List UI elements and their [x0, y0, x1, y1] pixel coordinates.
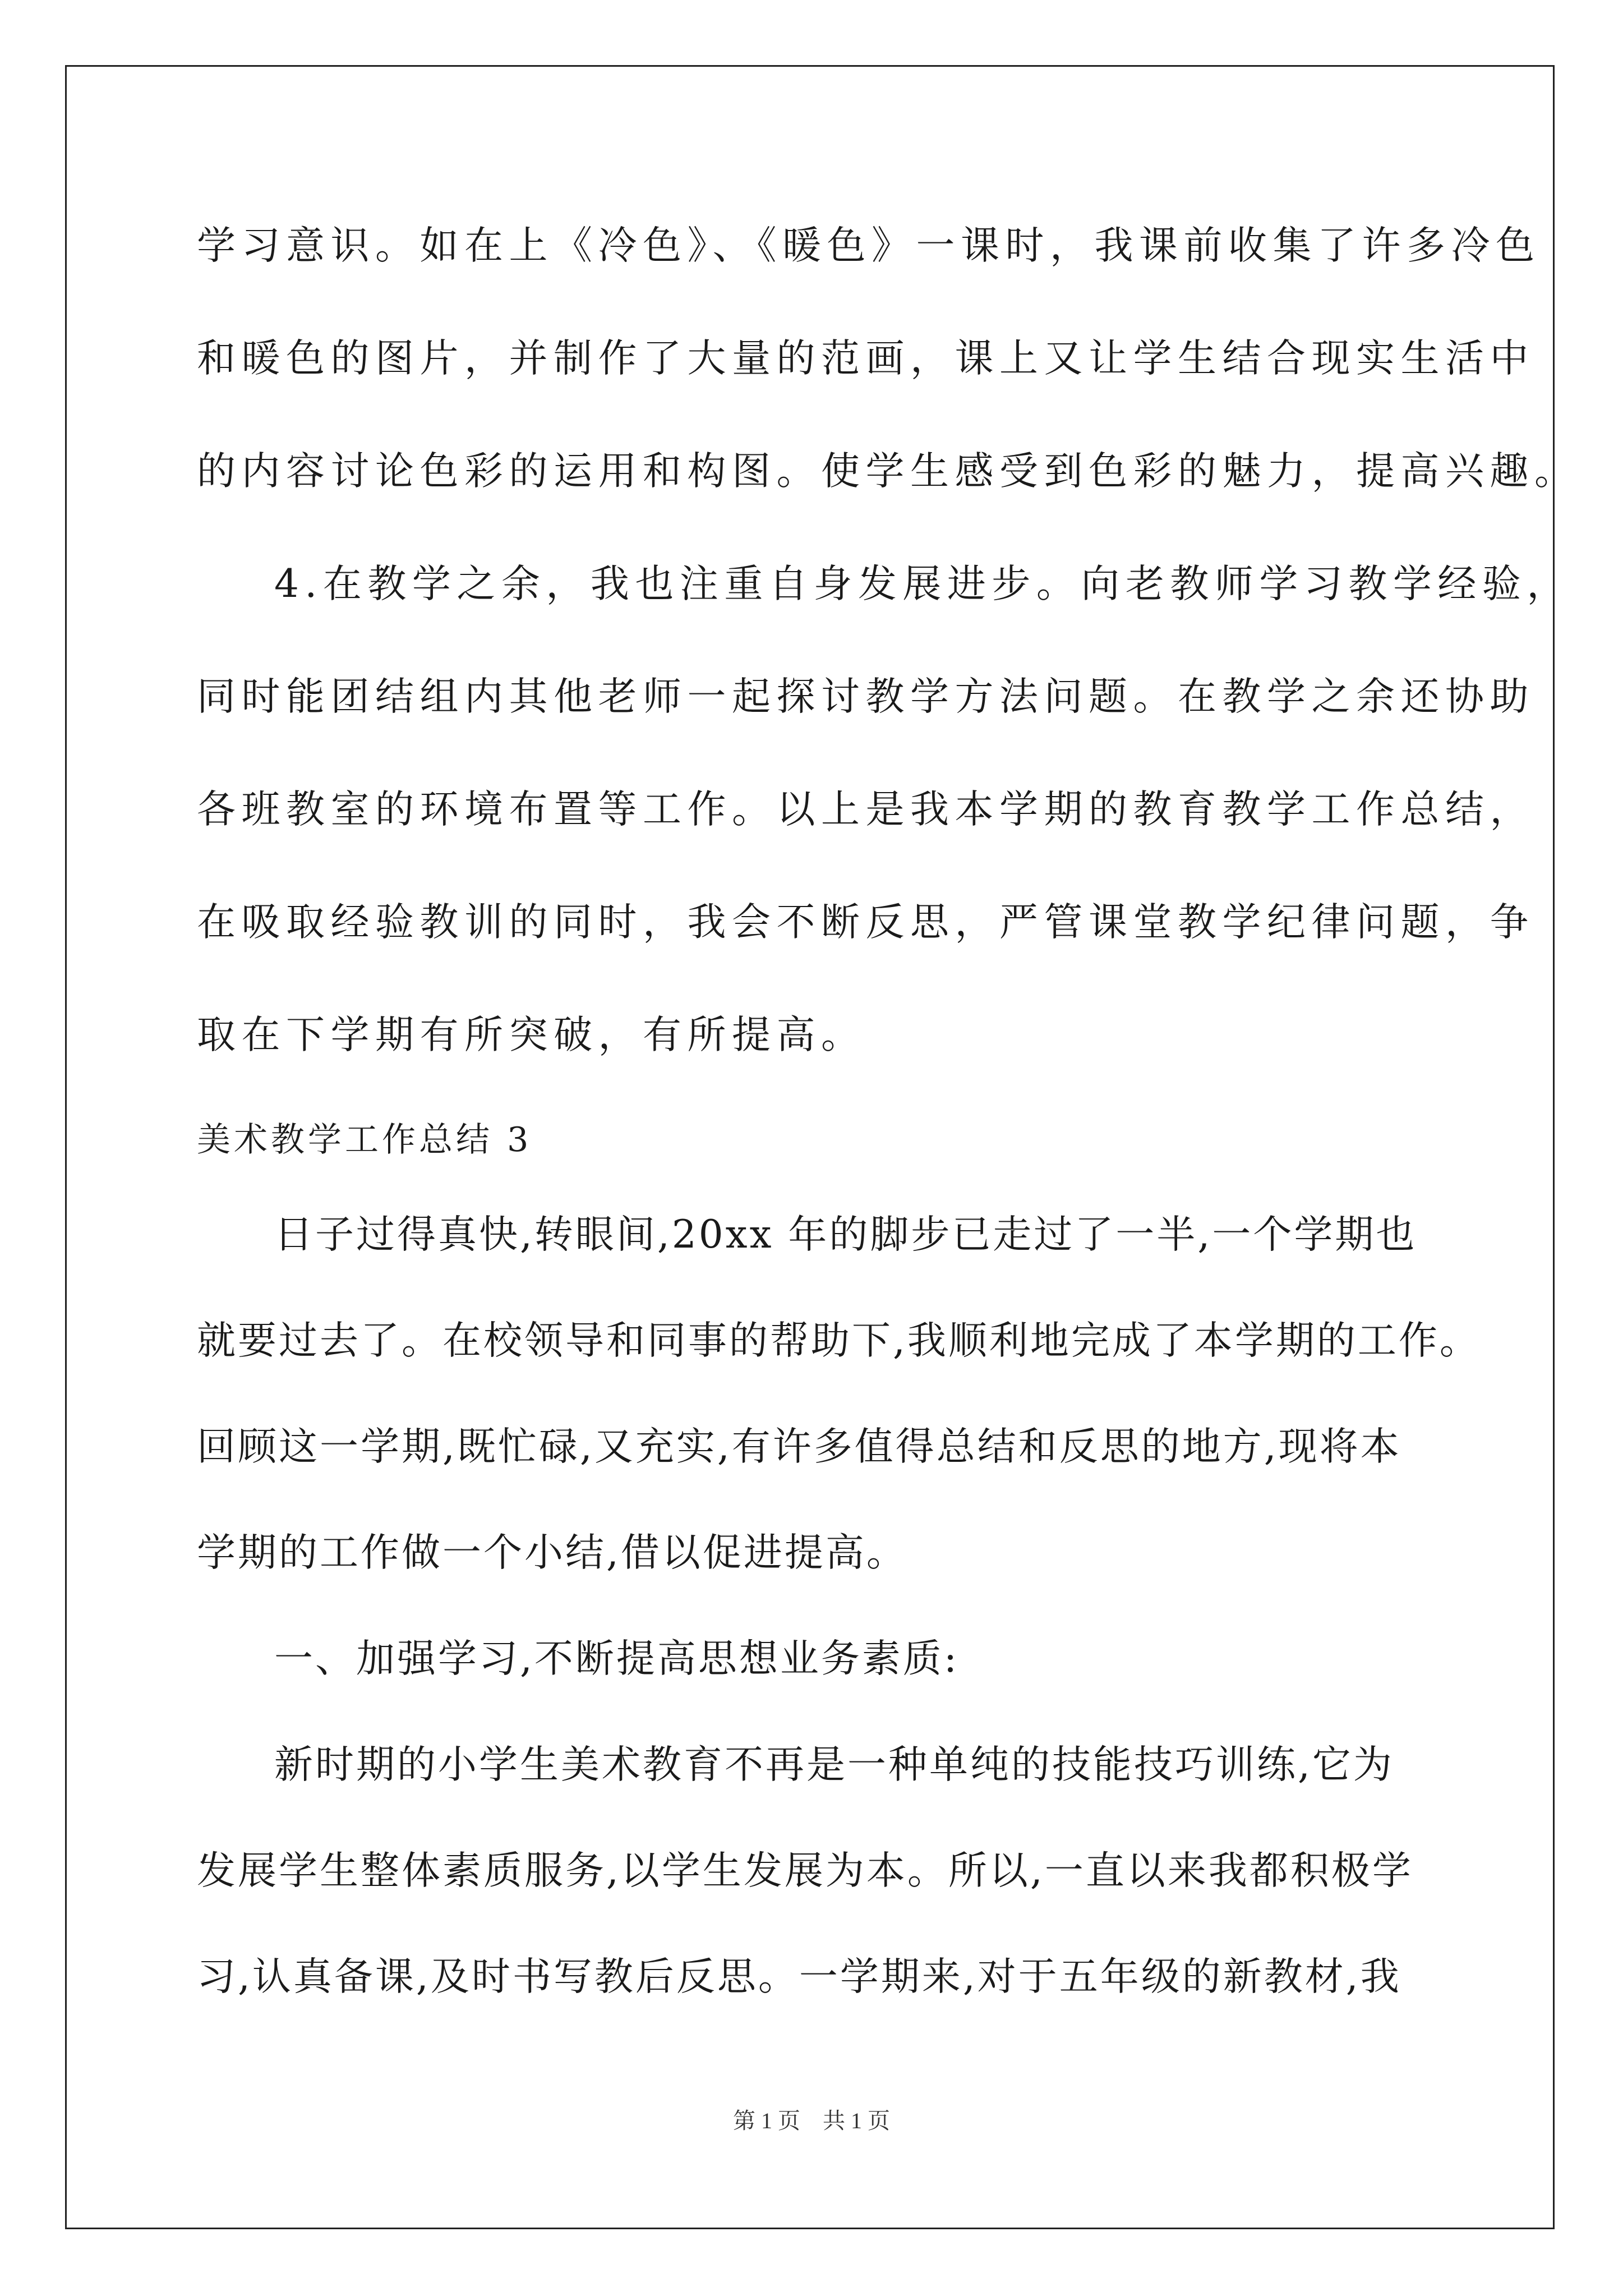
paragraph-line: 就要过去了。在校领导和同事的帮助下,我顺利地完成了本学期的工作。: [197, 1318, 1481, 1363]
paragraph-line: 4.在教学之余，我也注重自身发展进步。向老教师学习教学经验，: [274, 562, 1571, 606]
paragraph-line: 习,认真备课,及时书写教后反思。一学期来,对于五年级的新教材,我: [197, 1954, 1401, 1999]
paragraph-line: 新时期的小学生美术教育不再是一种单纯的技能技巧训练,它为: [274, 1742, 1394, 1787]
paragraph-line: 日子过得真快,转眼间,20xx 年的脚步已走过了一半,一个学期也: [274, 1212, 1417, 1257]
paragraph-line: 在吸取经验教训的同时，我会不断反思，严管课堂教学纪律问题，争: [197, 900, 1534, 945]
section-heading: 一、加强学习,不断提高思想业务素质:: [274, 1636, 960, 1681]
paragraph-line: 发展学生整体素质服务,以学生发展为本。所以,一直以来我都积极学: [197, 1848, 1413, 1893]
paragraph-line: 的内容讨论色彩的运用和构图。使学生感受到色彩的魅力，提高兴趣。: [197, 449, 1579, 494]
paragraph-line: 取在下学期有所突破，有所提高。: [197, 1013, 866, 1057]
paragraph-line: 同时能团结组内其他老师一起探讨教学方法问题。在教学之余还协助: [197, 674, 1534, 719]
page-footer: 第 1 页 共 1 页: [733, 2108, 890, 2133]
paragraph-line: 各班教室的环境布置等工作。以上是我本学期的教育教学工作总结，: [197, 787, 1534, 832]
section-title: 美术教学工作总结 3: [197, 1120, 532, 1159]
paragraph-line: 和暖色的图片，并制作了大量的范画，课上又让学生结合现实生活中: [197, 336, 1534, 381]
paragraph-line: 回顾这一学期,既忙碌,又充实,有许多值得总结和反思的地方,现将本: [197, 1424, 1401, 1469]
paragraph-line: 学习意识。如在上《冷色》、《暖色》一课时，我课前收集了许多冷色: [197, 223, 1541, 268]
paragraph-line: 学期的工作做一个小结,借以促进提高。: [197, 1530, 907, 1575]
